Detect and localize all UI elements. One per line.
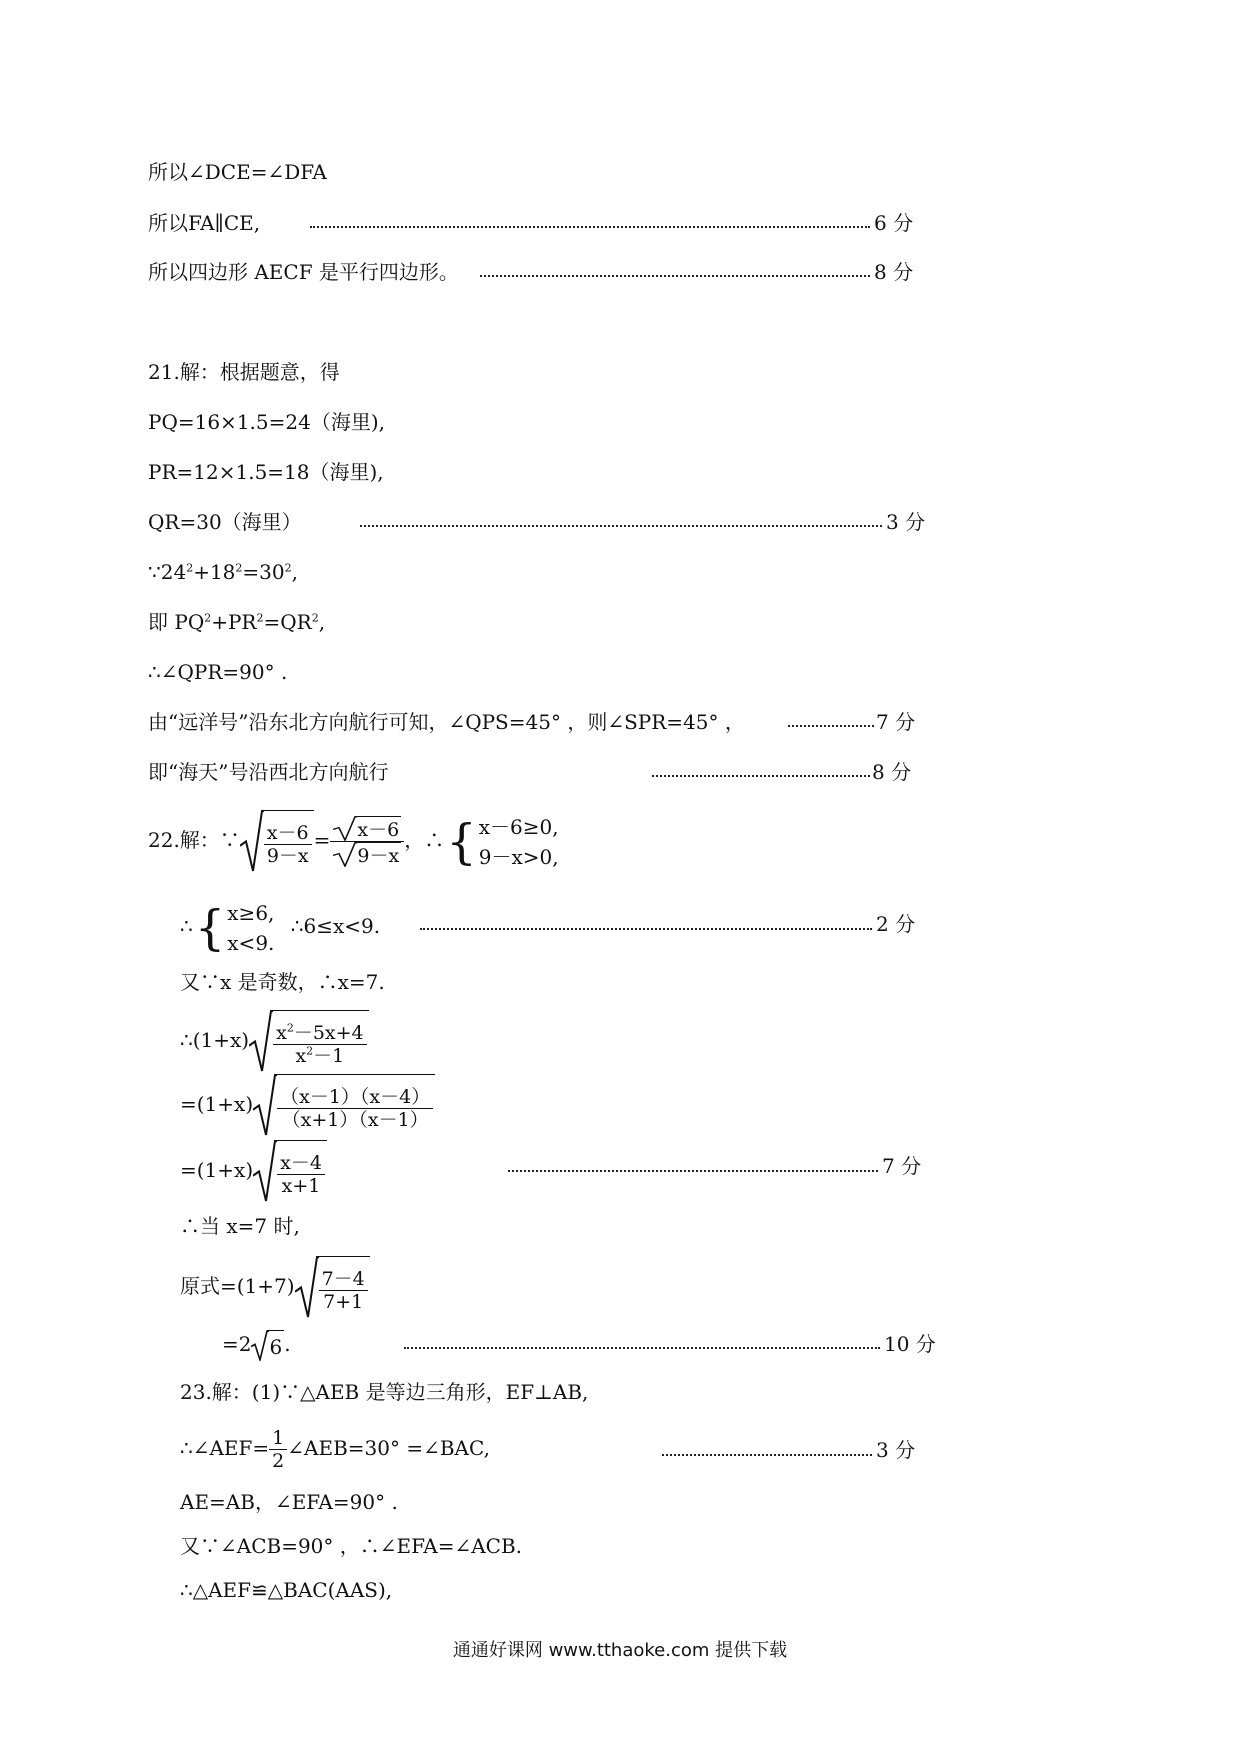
dotted-leader [788,725,874,727]
q23-line: ∴△AEF≌△BAC(AAS), [180,1578,393,1602]
score-mark: 8 分 [872,760,912,784]
dotted-leader [652,775,870,777]
q21-line: ∴∠QPR=90° . [148,660,288,684]
dotted-leader [662,1454,872,1456]
dotted-leader [360,525,882,527]
page-footer: 通通好课网 www.tthaoke.com 提供下载 [452,1640,788,1661]
q22-line: 原式=(1+7) $\frac{7-4}{7+1}$ [180,1256,370,1319]
proof-line: 所以∠DCE=∠DFA [148,160,327,184]
score-mark: 6 分 [874,211,914,235]
q22-line: ∴当 x=7 时, [180,1214,300,1238]
q21-line: $\because 24^2+18^2=30^2$, [148,560,298,584]
q21-line: 即 $PQ^2+PR^2=QR^2$, [148,610,326,634]
dotted-leader [404,1347,880,1349]
score-mark: 8 分 [874,260,914,284]
q22-line: 又∵x 是奇数，∴x=7. [180,970,385,994]
q23-line: ∴∠AEF= $\frac{1}{2}$ ∠AEB=30° =∠BAC, [180,1427,490,1472]
q21-line: PQ=16×1.5=24（海里), [148,410,385,434]
score-mark: 7 分 [876,710,916,734]
q23-heading: 23.解：(1)∵△AEB 是等边三角形，EF⊥AB, [180,1380,589,1404]
dotted-leader [310,226,870,228]
score-mark: 3 分 [886,510,926,534]
q21-line: QR=30（海里） [148,510,302,534]
q21-line: 由“远洋号”沿东北方向航行可知，∠QPS=45° ，则∠SPR=45° ， [148,710,745,734]
score-mark: 3 分 [876,1438,916,1462]
q21-line: 即“海天”号沿西北方向航行 [148,760,389,784]
proof-line: 所以FA∥CE, [148,211,261,235]
score-mark: 7 分 [882,1154,922,1178]
proof-line: 所以四边形 AECF 是平行四边形。 [148,260,459,284]
dotted-leader [508,1170,878,1172]
dotted-leader [480,275,870,277]
score-mark: 2 分 [876,912,916,936]
q21-line: PR=12×1.5=18（海里), [148,460,384,484]
q22-line: ∴{ x≥6, x<9. ∴6≤x<9. [180,899,381,956]
q22-line: =(1+x) $\frac{(x-1)(x-4)}{(x+1)(x-1)}$ [180,1074,435,1137]
dotted-leader [420,928,872,930]
q23-line: 又∵∠ACB=90° ，∴∠EFA=∠ACB. [180,1534,523,1558]
q22-result: =2 6 . [222,1332,291,1359]
radical: $\frac{x-6}{9-x}$ [240,810,314,873]
q23-line: AE=AB，∠EFA=90° . [180,1490,398,1514]
q21-heading: 21.解：根据题意，得 [148,360,340,384]
q22-line: ∴(1+x) $\frac{x^2-5x+4}{x^2-1}$ [180,1010,369,1073]
q22-line: =(1+x) $\frac{x-4}{x+1}$ [180,1140,327,1203]
score-mark: 10 分 [884,1332,936,1356]
q22-heading: 22.解：∵ $\frac{x-6}{9-x}$ = $\frac{x-6}{9-x}$ ，∴{ x－6≥0, 9－x>0, [148,810,559,873]
